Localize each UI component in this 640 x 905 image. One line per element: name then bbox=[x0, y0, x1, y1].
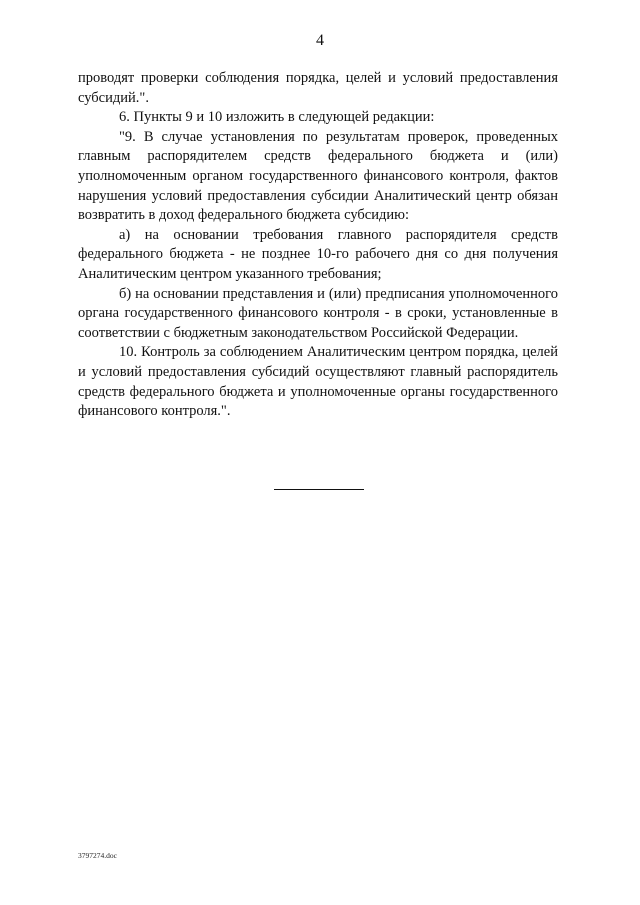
paragraph-item-10: 10. Контроль за соблюдением Аналитическим центром порядка, целей и условий предоставления субсидий осуществляют главный распорядитель средств федерального бюджета и уполномоченные органы государственного финансового контроля.". bbox=[78, 344, 558, 420]
document-body bbox=[78, 69, 558, 422]
end-divider-line bbox=[274, 489, 364, 490]
paragraph-item-9: "9. В случае установления по результатам проверок, проведенных главным распорядителем средств федерального бюджета и (или) уполномоченным органом государственного финансового контроля, фактов нарушения условий предоставления субсидии Аналитический центр обязан возвратить в доход федерального бюджета субсидию: bbox=[78, 128, 558, 224]
paragraph-item-6: 6. Пункты 9 и 10 изложить в следующей редакции: bbox=[119, 109, 435, 126]
paragraph-subitem-a: а) на основании требования главного распорядителя средств федерального бюджета - не позднее 10-го рабочего дня со дня получения Аналитическим центром указанного требования; bbox=[78, 226, 558, 282]
paragraph-continuation: проводят проверки соблюдения порядка, целей и условий предоставления субсидий.". bbox=[78, 70, 558, 106]
paragraph-subitem-b: б) на основании представления и (или) предписания уполномоченного органа государственного финансового контроля - в сроки, установленные в соответствии с бюджетным законодательством Российской Федерации. bbox=[78, 285, 558, 341]
footer-filename: 3797274.doc bbox=[78, 851, 117, 860]
page-number: 4 bbox=[316, 32, 324, 49]
